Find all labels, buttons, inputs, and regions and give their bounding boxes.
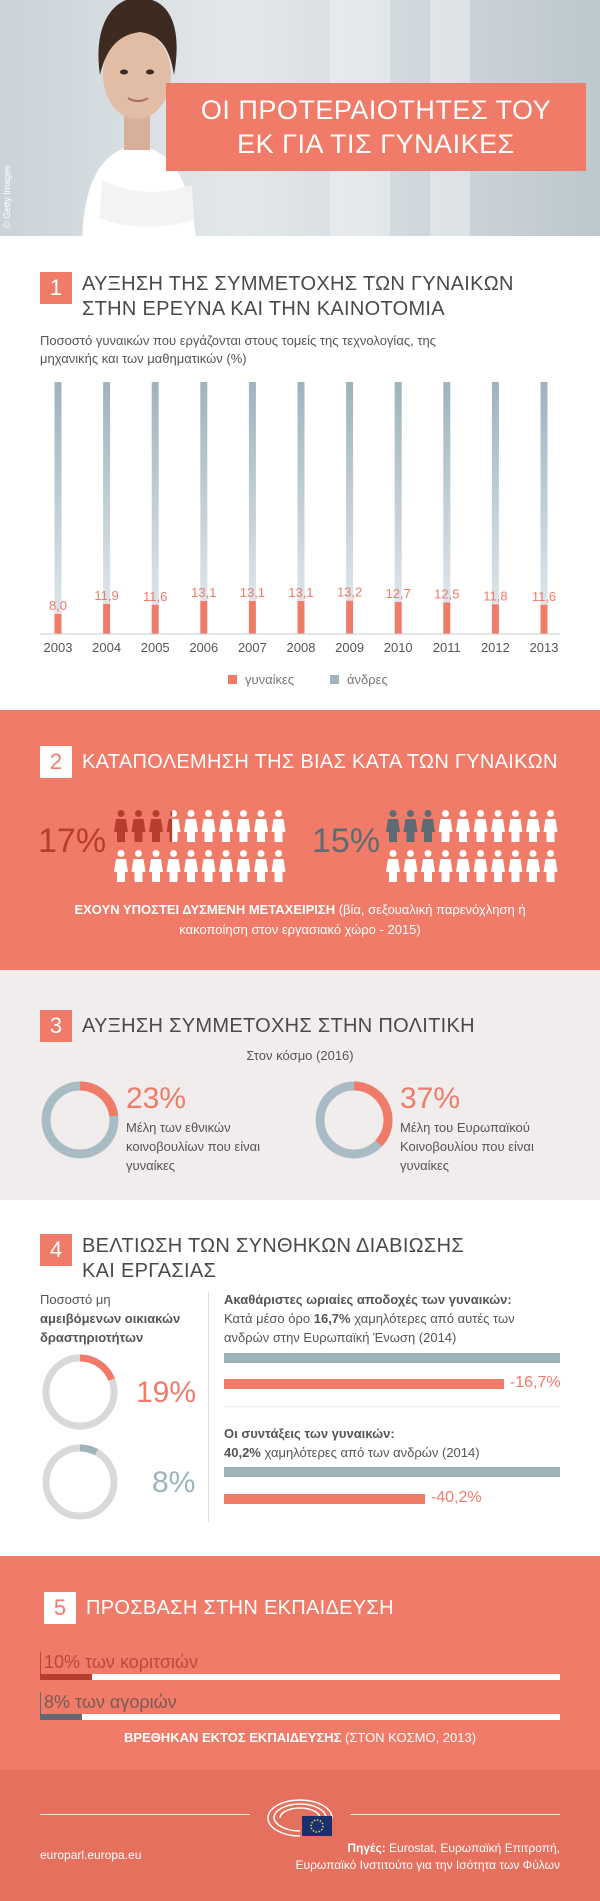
pay-gap-line2a: Κατά μέσο όρο xyxy=(224,1311,314,1326)
footer-url[interactable]: europarl.europa.eu xyxy=(40,1848,142,1862)
pension-men-bar xyxy=(224,1467,560,1477)
boys-marker xyxy=(40,1692,41,1714)
pay-women-bar xyxy=(224,1379,504,1389)
women-value-label: 8,0 xyxy=(48,597,68,613)
pay-men-bar xyxy=(224,1353,560,1363)
boys-track xyxy=(40,1714,560,1720)
person-icon xyxy=(404,850,418,882)
person-icon-body xyxy=(439,859,453,882)
person-icon-head xyxy=(512,850,519,857)
person-icon-head xyxy=(407,810,414,817)
men-bar xyxy=(152,382,159,605)
person-icon-body xyxy=(184,859,198,882)
person-icon xyxy=(149,810,163,842)
person-icon-head xyxy=(495,810,502,817)
x-tick-label: 2012 xyxy=(480,640,510,655)
person-icon-head xyxy=(390,850,397,857)
header-title-line2: ΕΚ ΓΙΑ ΤΙΣ ΓΥΝΑΙΚΕΣ xyxy=(237,129,515,159)
person-icon xyxy=(132,810,146,842)
person-icon-head xyxy=(153,850,160,857)
women-value-label: 11,6 xyxy=(531,588,557,604)
chart-subtitle-line2: μηχανικής και των μαθηματικών (%) xyxy=(40,351,247,366)
donut-track xyxy=(46,1448,114,1516)
women-value-label: 13,1 xyxy=(288,584,314,600)
women-bar xyxy=(298,601,305,634)
x-tick-label: 2007 xyxy=(237,640,267,655)
person-icon-body xyxy=(404,819,418,842)
men-bar xyxy=(298,382,305,601)
women-value-label: 13,2 xyxy=(336,584,363,600)
unpaid-label-line2: αμειβόμενων οικιακών xyxy=(40,1311,181,1326)
women-icon-grid xyxy=(114,810,294,884)
person-icon xyxy=(544,810,558,842)
person-icon-body xyxy=(544,859,558,882)
person-icon xyxy=(491,810,505,842)
x-tick-label: 2004 xyxy=(92,640,122,655)
violence-caption-bold: ΕΧΟΥΝ ΥΠΟΣΤΕΙ ΔΥΣΜΕΝΗ ΜΕΤΑΧΕΙΡΙΣΗ xyxy=(74,902,336,917)
women-unpaid-pct: 19% xyxy=(136,1376,197,1409)
person-icon xyxy=(439,810,453,842)
x-tick-label: 2013 xyxy=(529,640,559,655)
person-icon xyxy=(237,810,251,842)
person-icon-head xyxy=(460,850,467,857)
section-number: 1 xyxy=(40,272,72,304)
person-icon-body xyxy=(491,819,505,842)
person-icon xyxy=(184,850,198,882)
section3-subtitle: Στον κόσμο (2016) xyxy=(246,1048,354,1063)
men-bar xyxy=(55,382,62,614)
person-icon xyxy=(386,810,400,842)
person-icon-body xyxy=(149,819,163,842)
person-icon-body xyxy=(509,859,523,882)
person-icon xyxy=(114,850,128,882)
section1-title-line2: ΣΤΗΝ ΕΡΕΥΝΑ ΚΑΙ ΤΗΝ ΚΑΙΝΟΤΟΜΙΑ xyxy=(82,298,445,320)
women-unpaid-donut xyxy=(40,1352,120,1432)
section1-title-line1: ΑΥΞΗΣΗ ΤΗΣ ΣΥΜΜΕΤΟΧΗΣ ΤΩΝ ΓΥΝΑΙΚΩΝ xyxy=(82,273,514,295)
person-icon-body xyxy=(404,859,418,882)
person-icon-head xyxy=(170,850,177,857)
pension-women-bar xyxy=(224,1494,425,1504)
person-icon-body xyxy=(219,859,233,882)
person-icon-head xyxy=(188,810,195,817)
person-icon-head xyxy=(477,810,484,817)
person-icon-head xyxy=(442,850,449,857)
women-bar xyxy=(200,601,207,634)
violence-caption-rest: (βία, σεξουαλική παρενόχληση ή xyxy=(335,902,526,917)
person-icon-head xyxy=(425,850,432,857)
x-tick-label: 2008 xyxy=(286,640,316,655)
person-icon-body xyxy=(491,859,505,882)
pension-gap-label: -40,2% xyxy=(430,1489,482,1506)
person-icon-head xyxy=(240,850,247,857)
education-caption xyxy=(0,1730,600,1745)
boys-label: 8% των αγοριών xyxy=(44,1692,177,1712)
women-value-label: 11,6 xyxy=(143,588,168,604)
men-violence-pct: 15% xyxy=(312,822,381,860)
women-value-label: 11,9 xyxy=(94,588,119,604)
person-icon xyxy=(509,810,523,842)
legend-men-swatch xyxy=(330,675,339,684)
women-stem-chart xyxy=(0,236,600,656)
person-icon xyxy=(404,810,418,842)
person-icon xyxy=(219,850,233,882)
education-caption-rest: (ΣΤΟΝ ΚΟΣΜΟ, 2013) xyxy=(341,1730,477,1745)
section-living-conditions xyxy=(0,1200,600,1556)
x-tick-label: 2003 xyxy=(43,640,73,655)
person-icon-head xyxy=(258,810,265,817)
person-icon xyxy=(219,810,233,842)
person-icon-head xyxy=(223,810,230,817)
boys-fill xyxy=(40,1714,82,1720)
person-icon-head xyxy=(460,810,467,817)
person-icon-head xyxy=(547,810,554,817)
european-parliament-line1: Μέλη του Ευρωπαϊκού xyxy=(400,1120,530,1135)
women-value-label: 12,5 xyxy=(434,586,460,602)
person-icon xyxy=(421,810,435,842)
european-parliament-logo xyxy=(262,1788,338,1844)
section-violence xyxy=(0,710,600,970)
section-number: 5 xyxy=(44,1592,76,1624)
person-icon-head xyxy=(407,850,414,857)
person-icon-body xyxy=(456,819,470,842)
section2-heading xyxy=(40,746,558,778)
person-icon xyxy=(272,810,286,842)
person-icon-head xyxy=(275,850,282,857)
person-icon xyxy=(526,810,540,842)
pay-gap-text xyxy=(224,1290,515,1347)
person-icon-head xyxy=(205,850,212,857)
women-bar xyxy=(103,604,110,634)
women-value-label: 12,7 xyxy=(385,585,411,601)
women-violence-pct: 17% xyxy=(38,822,107,860)
person-icon xyxy=(474,850,488,882)
pay-gap-line2c: χαμηλότερες από αυτές των xyxy=(350,1311,515,1326)
person-icon-head xyxy=(530,850,537,857)
section-number: 4 xyxy=(40,1234,72,1266)
men-unpaid-donut xyxy=(40,1442,120,1522)
x-tick-label: 2005 xyxy=(140,640,170,655)
women-value-label: 13,1 xyxy=(191,584,217,600)
section2-title: ΚΑΤΑΠΟΛΕΜΗΣΗ ΤΗΣ ΒΙΑΣ ΚΑΤΑ ΤΩΝ ΓΥΝΑΙΚΩΝ xyxy=(82,751,558,773)
person-icon-head xyxy=(547,850,554,857)
person-icon-body xyxy=(456,859,470,882)
men-bar xyxy=(541,382,548,605)
person-icon xyxy=(114,810,128,842)
person-icon-body xyxy=(237,859,251,882)
sources-rest: Eurostat, Ευρωπαϊκή Επιτροπή, xyxy=(385,1841,560,1855)
person-icon-body xyxy=(421,859,435,882)
person-icon xyxy=(386,850,400,882)
section4-divider xyxy=(208,1292,209,1522)
person-icon-body xyxy=(184,819,198,842)
pay-gap-line2b: 16,7% xyxy=(313,1311,351,1326)
person-icon xyxy=(456,850,470,882)
person-icon xyxy=(509,850,523,882)
person-icon-body xyxy=(237,819,251,842)
pension-gap-text xyxy=(224,1424,480,1462)
header-title-line1: ΟΙ ΠΡΟΤΕΡΑΙΟΤΗΤΕΣ ΤΟΥ xyxy=(200,95,552,125)
unpaid-work-label xyxy=(40,1290,180,1347)
person-icon-body xyxy=(474,859,488,882)
section4-title-line2: ΚΑΙ ΕΡΓΑΣΙΑΣ xyxy=(82,1260,217,1282)
person-icon xyxy=(237,850,251,882)
person-icon xyxy=(149,850,163,882)
person-icon-body xyxy=(132,819,146,842)
person-icon-body xyxy=(526,819,540,842)
men-bar xyxy=(103,382,110,604)
footer-line-right xyxy=(350,1814,560,1815)
person-icon-body xyxy=(272,819,286,842)
national-parliament-line3: γυναίκες xyxy=(126,1158,176,1173)
person-icon-head xyxy=(390,810,397,817)
person-icon-head xyxy=(153,810,160,817)
section-number: 3 xyxy=(40,1010,72,1042)
legend-men-label: άνδρες xyxy=(347,672,388,687)
person-icon-body xyxy=(439,819,453,842)
pension-gap-line2b: 40,2% xyxy=(224,1445,261,1460)
men-bar xyxy=(249,382,256,601)
pension-gap-line2c: χαμηλότερες από των ανδρών (2014) xyxy=(260,1445,480,1460)
person-icon-body xyxy=(149,859,163,882)
national-parliament-pct: 23% xyxy=(126,1082,187,1115)
x-tick-label: 2009 xyxy=(335,640,365,655)
person-icon xyxy=(202,850,216,882)
person-icon-head xyxy=(240,810,247,817)
section4-heading xyxy=(40,1234,464,1284)
european-parliament-pct: 37% xyxy=(400,1082,461,1115)
person-icon-head xyxy=(223,850,230,857)
european-parliament-line2: Κοινοβουλίου που είναι xyxy=(400,1139,534,1154)
person-icon-body xyxy=(544,819,558,842)
person-icon-body xyxy=(202,819,216,842)
section-number: 2 xyxy=(40,746,72,778)
person-icon-body xyxy=(272,859,286,882)
person-icon xyxy=(184,810,198,842)
footer-line-left xyxy=(40,1814,250,1815)
person-icon-head xyxy=(135,850,142,857)
pay-gap-label: -16,7% xyxy=(509,1374,561,1391)
section3-title: ΑΥΞΗΣΗ ΣΥΜΜΕΤΟΧΗΣ ΣΤΗΝ ΠΟΛΙΤΙΚΗ xyxy=(82,1015,475,1037)
pension-gap-bold: Οι συντάξεις των γυναικών: xyxy=(224,1426,395,1441)
women-bar xyxy=(541,605,548,634)
men-bar xyxy=(395,382,402,602)
person-icon-head xyxy=(530,810,537,817)
section-politics xyxy=(0,970,600,1200)
person-icon xyxy=(544,850,558,882)
person-icon-body xyxy=(509,819,523,842)
national-parliament-donut xyxy=(40,1080,120,1160)
men-bar xyxy=(443,382,450,603)
person-icon-head xyxy=(135,810,142,817)
person-icon-head xyxy=(442,810,449,817)
person-icon-body xyxy=(167,859,181,882)
person-icon-head xyxy=(275,810,282,817)
section4-title-line1: ΒΕΛΤΙΩΣΗ ΤΩΝ ΣΥΝΘΗΚΩΝ ΔΙΑΒΙΩΣΗΣ xyxy=(82,1235,464,1257)
section3-heading xyxy=(40,1010,475,1042)
european-parliament-text xyxy=(400,1118,534,1175)
person-icon-head xyxy=(118,810,125,817)
person-icon xyxy=(474,810,488,842)
violence-caption xyxy=(50,900,550,940)
girls-marker xyxy=(40,1652,41,1674)
person-icon-head xyxy=(425,810,432,817)
person-icon-body xyxy=(386,819,400,842)
person-icon-head xyxy=(477,850,484,857)
person-icon-body xyxy=(254,859,268,882)
section4-separator xyxy=(224,1406,560,1407)
sources-line2: Ευρωπαϊκό Ινστιτούτο για την Ισότητα των Φύλων xyxy=(295,1858,560,1872)
national-parliament-line2: κοινοβουλίων που είναι xyxy=(126,1139,260,1154)
girls-label: 10% των κοριτσιών xyxy=(44,1652,198,1672)
european-parliament-donut xyxy=(314,1080,394,1160)
person-icon-head xyxy=(118,850,125,857)
section-research xyxy=(0,236,600,710)
women-bar xyxy=(492,604,499,634)
person-icon-body xyxy=(114,859,128,882)
girls-track xyxy=(40,1674,560,1680)
sources-bold: Πηγές: xyxy=(347,1841,386,1855)
women-bar xyxy=(443,603,450,635)
national-parliament-text xyxy=(126,1118,260,1175)
person-icon-body xyxy=(114,819,128,842)
person-icon xyxy=(439,850,453,882)
x-tick-label: 2006 xyxy=(189,640,219,655)
person-icon-body xyxy=(386,859,400,882)
legend-women-swatch xyxy=(228,675,237,684)
footer-sources xyxy=(296,1840,560,1874)
photo-credit: © Getty Images xyxy=(2,165,12,228)
education-caption-bold: ΒΡΕΘΗΚΑΝ ΕΚΤΟΣ ΕΚΠΑΙΔΕΥΣΗΣ xyxy=(123,1730,342,1745)
section5-title: ΠΡΟΣΒΑΣΗ ΣΤΗΝ ΕΚΠΑΙΔΕΥΣΗ xyxy=(86,1597,394,1619)
person-icon-body xyxy=(132,859,146,882)
men-bar xyxy=(492,382,499,604)
person-icon xyxy=(491,850,505,882)
european-parliament-line3: γυναίκες xyxy=(400,1158,450,1173)
women-value-label: 13,1 xyxy=(239,584,266,600)
women-value-label: 11,8 xyxy=(483,588,508,604)
header-banner xyxy=(0,0,600,236)
person-icon-body xyxy=(219,819,233,842)
violence-caption-line2: κακοποίηση στον εργασιακό χώρο - 2015) xyxy=(179,922,421,937)
legend-women-label: γυναίκες xyxy=(245,672,295,687)
men-bar xyxy=(346,382,353,601)
person-icon xyxy=(526,850,540,882)
x-tick-label: 2011 xyxy=(432,640,461,655)
x-tick-label: 2010 xyxy=(383,640,413,655)
person-icon xyxy=(202,810,216,842)
person-icon-body xyxy=(254,819,268,842)
women-bar xyxy=(346,601,353,634)
person-icon xyxy=(132,850,146,882)
women-bar xyxy=(395,602,402,634)
person-icon xyxy=(254,810,268,842)
person-icon xyxy=(272,850,286,882)
person-icon-head xyxy=(512,810,519,817)
person-icon xyxy=(421,850,435,882)
girls-fill xyxy=(40,1674,92,1680)
chart-subtitle-line1: Ποσοστό γυναικών που εργάζονται στους τομείς της τεχνολογίας, της xyxy=(40,333,436,348)
unpaid-label-line1: Ποσοστό μη xyxy=(40,1292,111,1307)
legend-women xyxy=(228,672,294,687)
legend-men xyxy=(330,672,388,687)
men-bar xyxy=(200,382,207,601)
person-icon-head xyxy=(188,850,195,857)
person-icon xyxy=(456,810,470,842)
women-bar xyxy=(55,614,62,634)
person-icon-head xyxy=(205,810,212,817)
men-icon-grid xyxy=(386,810,566,884)
section5-heading xyxy=(44,1592,394,1624)
person-icon-body xyxy=(526,859,540,882)
person-icon-body xyxy=(202,859,216,882)
footer xyxy=(0,1770,600,1901)
unpaid-label-line3: δραστηριοτήτων xyxy=(40,1330,144,1345)
header-title-box xyxy=(166,83,586,171)
women-bar xyxy=(152,605,159,634)
pay-gap-line3: ανδρών στην Ευρωπαϊκή Ένωση (2014) xyxy=(224,1330,457,1345)
person-icon-body xyxy=(474,819,488,842)
section-education xyxy=(0,1556,600,1770)
person-icon xyxy=(167,850,181,882)
women-bar xyxy=(249,601,256,634)
person-icon-head xyxy=(258,850,265,857)
person-icon-body xyxy=(421,819,435,842)
men-unpaid-pct: 8% xyxy=(152,1466,196,1499)
national-parliament-line1: Μέλη των εθνικών xyxy=(126,1120,231,1135)
person-icon-head xyxy=(495,850,502,857)
person-icon xyxy=(254,850,268,882)
pay-gap-bold: Ακαθάριστες ωριαίες αποδοχές των γυναικών: xyxy=(224,1292,512,1307)
